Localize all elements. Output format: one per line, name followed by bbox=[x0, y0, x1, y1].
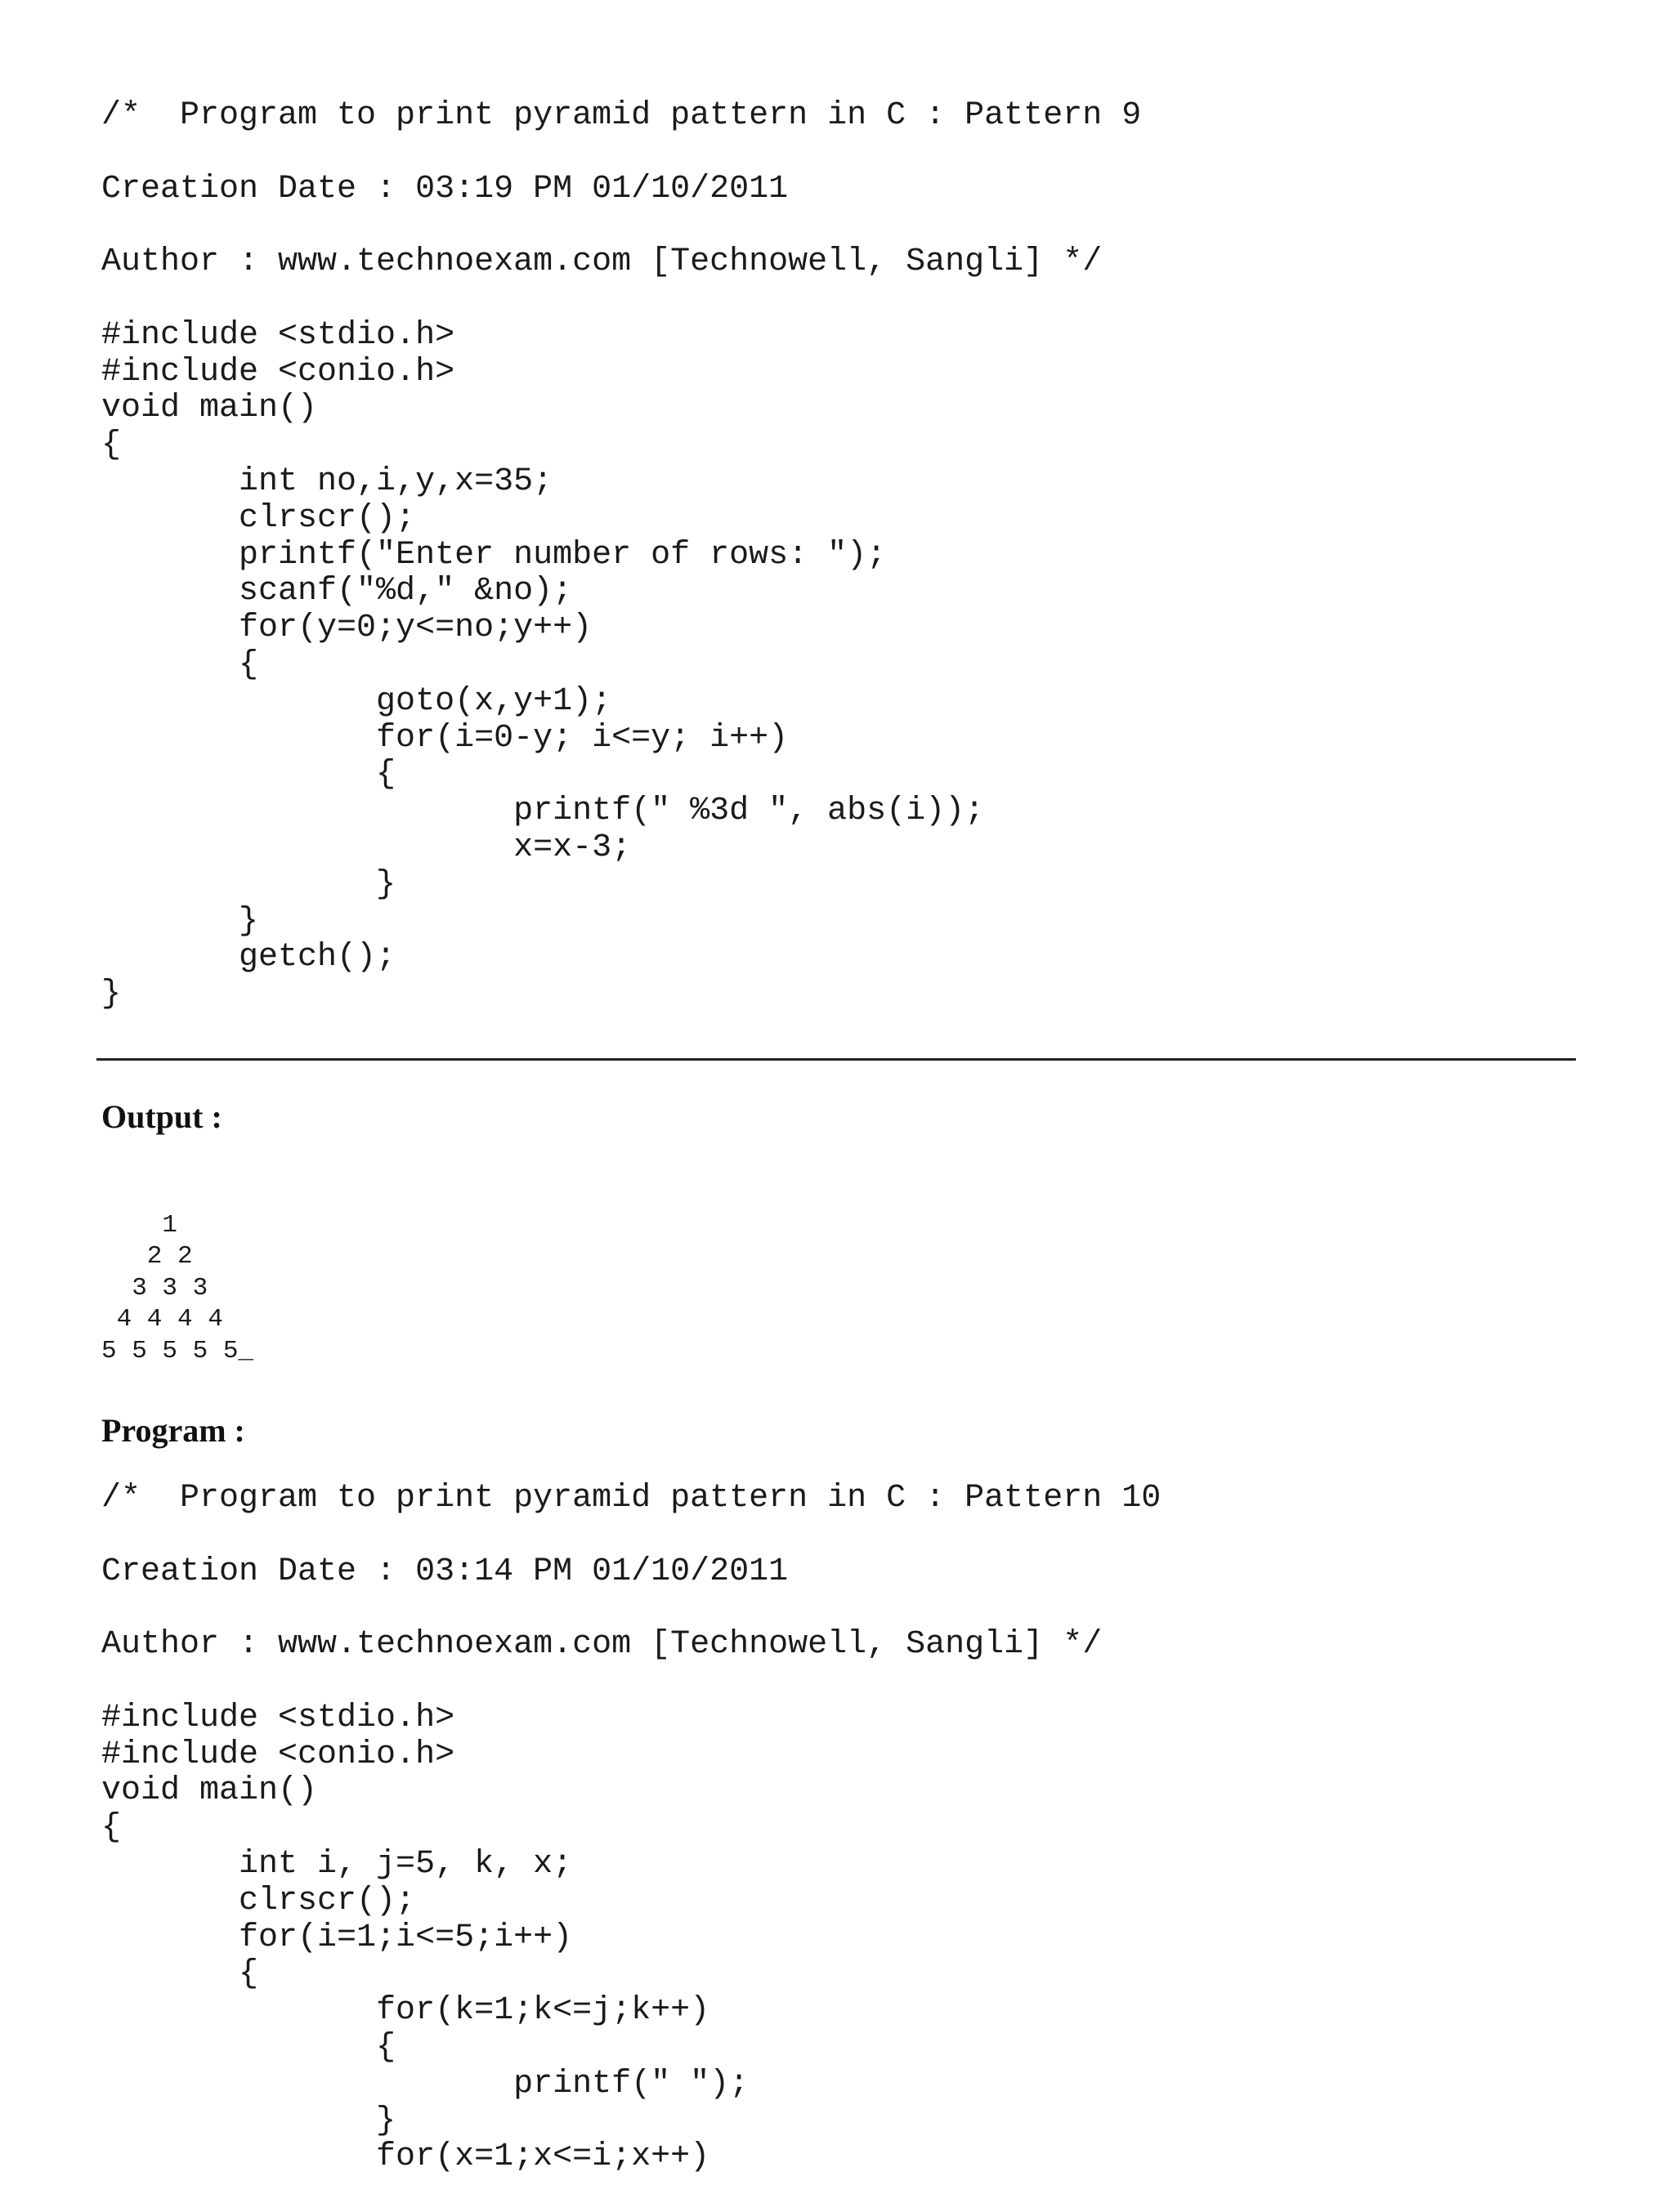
code-line bbox=[101, 1590, 1161, 1627]
code-line: printf("Enter number of rows: "); bbox=[101, 536, 887, 574]
code-line: { bbox=[101, 2028, 396, 2066]
code-line: } bbox=[101, 976, 122, 1013]
code-line: #include <stdio.h> bbox=[101, 316, 455, 354]
code-line: printf(" %3d ", abs(i)); bbox=[101, 793, 985, 830]
code-line: for(i=1;i<=5;i++) bbox=[101, 1919, 573, 1956]
code-line: Author : www.technoexam.com [Technowell, Sangli] */ bbox=[101, 1626, 1103, 1664]
output-line: 3 3 3 bbox=[101, 1273, 208, 1303]
code-line: int no,i,y,x=35; bbox=[101, 463, 553, 500]
output-line: 5 5 5 5 5_ bbox=[101, 1336, 254, 1365]
code-line: Creation Date : 03:14 PM 01/10/2011 bbox=[101, 1553, 789, 1590]
code-line: /* Program to print pyramid pattern in C : Pattern 9 bbox=[101, 97, 1142, 134]
code-line: /* Program to print pyramid pattern in C : Pattern 10 bbox=[101, 1480, 1162, 1517]
code-line: scanf("%d," &no); bbox=[101, 573, 573, 610]
code-line: void main() bbox=[101, 390, 318, 427]
code-line: Creation Date : 03:19 PM 01/10/2011 bbox=[101, 170, 789, 208]
code-line: #include <conio.h> bbox=[101, 353, 455, 391]
code-line: for(i=0-y; i<=y; i++) bbox=[101, 719, 789, 757]
code-line: clrscr(); bbox=[101, 1882, 416, 1919]
code-line bbox=[101, 208, 1141, 244]
output-line: 1 bbox=[101, 1211, 178, 1240]
code-line: void main() bbox=[101, 1772, 318, 1810]
code-line bbox=[101, 281, 1141, 318]
code-line: #include <stdio.h> bbox=[101, 1699, 455, 1736]
code-line: } bbox=[101, 902, 259, 940]
output-line: 4 4 4 4 bbox=[101, 1305, 223, 1334]
code-line bbox=[101, 1664, 1161, 1700]
code-line: for(k=1;k<=j;k++) bbox=[101, 1992, 710, 2030]
code-block-pattern-9 bbox=[101, 98, 1141, 1013]
code-line: goto(x,y+1); bbox=[101, 682, 612, 720]
code-line: Author : www.technoexam.com [Technowell, Sangli] */ bbox=[101, 244, 1103, 281]
horizontal-divider bbox=[96, 1058, 1576, 1061]
code-line: getch(); bbox=[101, 939, 396, 976]
code-line: { bbox=[101, 1955, 259, 1993]
code-line bbox=[101, 135, 1141, 172]
code-line: } bbox=[101, 2102, 396, 2139]
code-line: printf(" "); bbox=[101, 2065, 750, 2103]
output-heading: Output : bbox=[101, 1098, 222, 1135]
code-line: { bbox=[101, 1809, 122, 1847]
code-line: } bbox=[101, 865, 396, 903]
output-line: 2 2 bbox=[101, 1242, 193, 1271]
output-block bbox=[101, 1210, 253, 1367]
code-line: int i, j=5, k, x; bbox=[101, 1845, 573, 1883]
code-block-pattern-10 bbox=[101, 1481, 1161, 2176]
code-line: x=x-3; bbox=[101, 829, 632, 866]
code-line: for(y=0;y<=no;y++) bbox=[101, 610, 593, 647]
code-line: #include <conio.h> bbox=[101, 1736, 455, 1773]
code-line: { bbox=[101, 646, 259, 683]
code-line: for(x=1;x<=i;x++) bbox=[101, 2138, 710, 2176]
code-line: { bbox=[101, 427, 122, 464]
code-line: { bbox=[101, 756, 396, 793]
program-heading: Program : bbox=[101, 1412, 245, 1449]
code-line bbox=[101, 1517, 1161, 1554]
code-line: clrscr(); bbox=[101, 499, 416, 537]
